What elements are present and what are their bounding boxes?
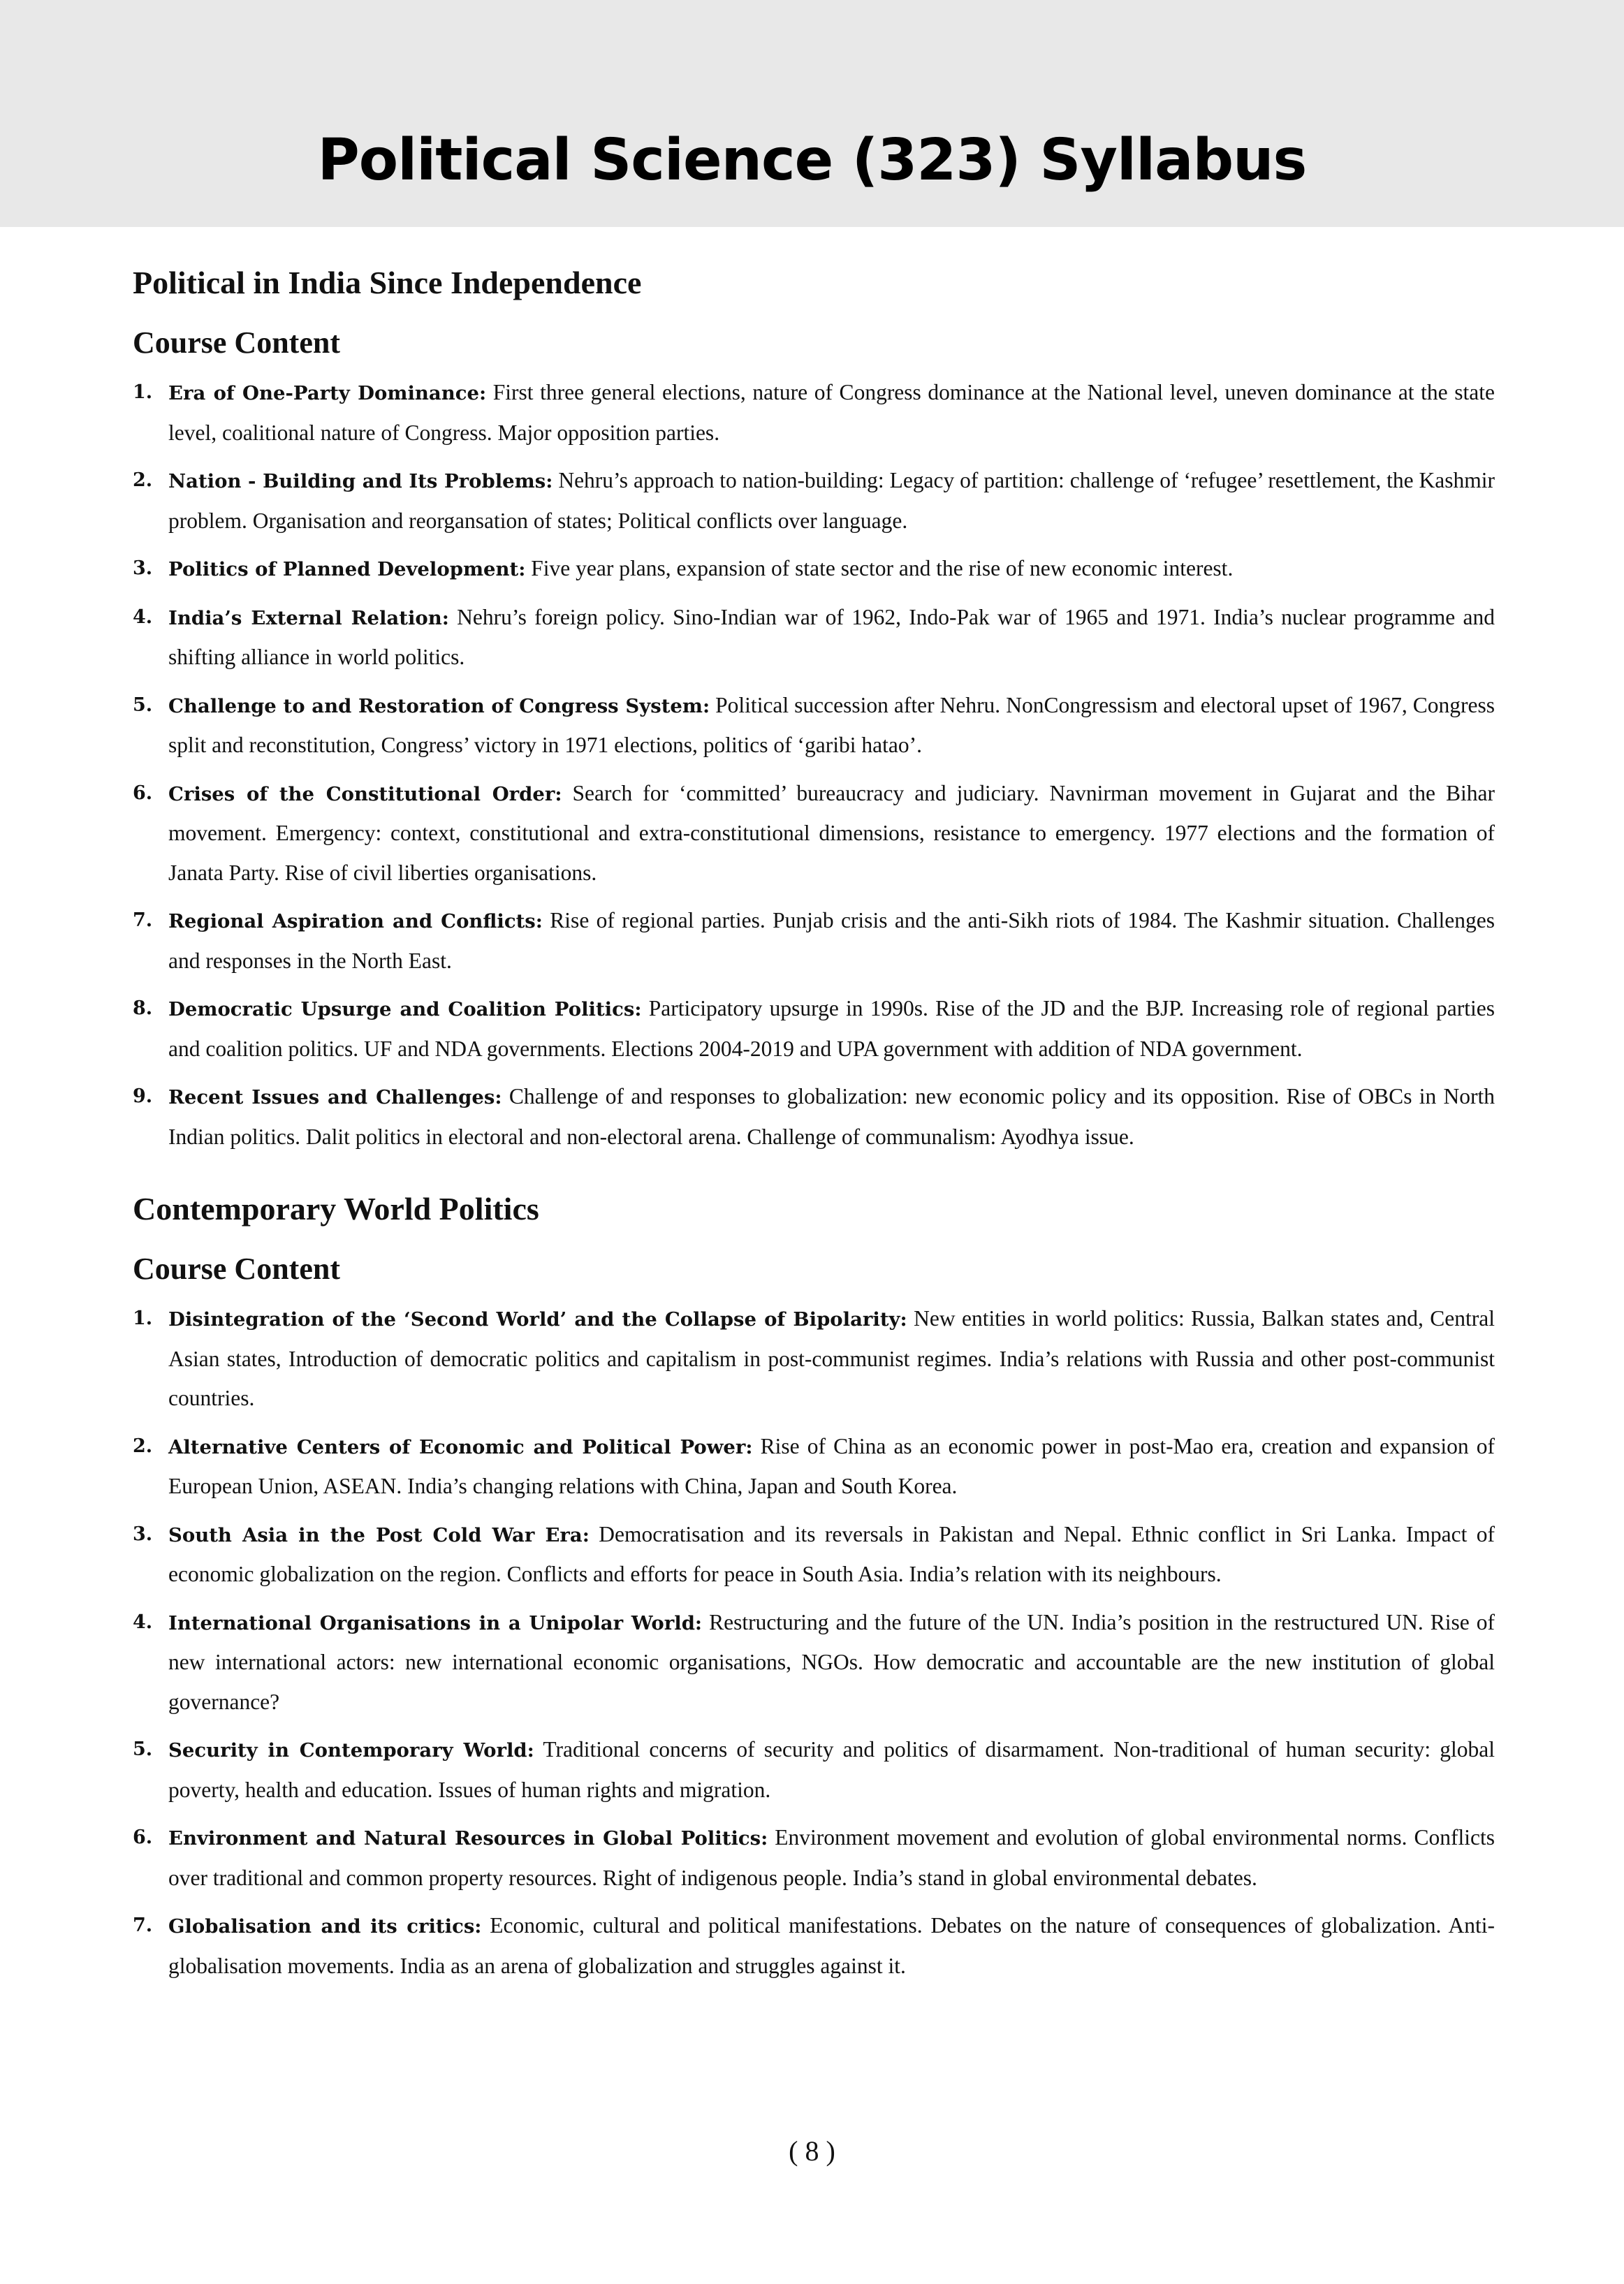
list-item	[133, 686, 1495, 766]
item-text: Challenge of and responses to globalization: new economic policy and its opposition. Rise of OBCs in North Indian politics. Dalit politics in electoral and non-electoral arena. Challenge of communalism: Ayodhya issue.	[168, 1084, 1495, 1149]
item-text: Economic, cultural and political manifestations. Debates on the nature of consequences of globalization. Anti-globalisation movements. India as an arena of globalization and struggles against it.	[168, 1913, 1495, 1978]
page-number: ( 8 )	[789, 2135, 835, 2167]
item-text: Rise of regional parties. Punjab crisis and the anti-Sikh riots of 1984. The Kashmir situation. Challenges and responses in the North East.	[168, 908, 1495, 973]
list-item	[133, 901, 1495, 981]
item-heading: Globalisation and its critics:	[168, 1915, 482, 1938]
list-item	[133, 1730, 1495, 1810]
item-heading: South Asia in the Post Cold War Era:	[168, 1523, 590, 1546]
item-text: Democratisation and its reversals in Pakistan and Nepal. Ethnic conflict in Sri Lanka. Impact of economic globalization on the region. Conflicts and efforts for peace in South Asia. India’s relation with its neighbours.	[168, 1521, 1495, 1586]
list-item	[133, 1515, 1495, 1595]
item-text: Rise of China as an economic power in post-Mao era, creation and expansion of European Union, ASEAN. India’s changing relations with China, Japan and South Korea.	[168, 1433, 1495, 1498]
list-item	[133, 1299, 1495, 1419]
list-item	[133, 989, 1495, 1069]
item-number: 6.	[133, 1827, 153, 1848]
section-title: Contemporary World Politics	[133, 1191, 539, 1227]
item-number: 2.	[133, 469, 153, 491]
item-heading: Regional Aspiration and Conflicts:	[168, 910, 543, 932]
item-heading: Politics of Planned Development:	[168, 558, 526, 580]
section-title: Political in India Since Independence	[133, 265, 642, 300]
list-item	[133, 598, 1495, 678]
item-heading: India’s External Relation:	[168, 606, 449, 629]
item-heading: Security in Contemporary World:	[168, 1739, 534, 1762]
item-text: First three general elections, nature of Congress dominance at the National level, uneven dominance at the state level, coalitional nature of Congress. Major opposition parties.	[168, 380, 1495, 445]
item-heading: Era of One-Party Dominance:	[168, 382, 487, 404]
list-item	[133, 373, 1495, 453]
item-number: 7.	[133, 909, 153, 931]
item-text: Restructuring and the future of the UN. India’s position in the restructured UN. Rise of new international actors: new international economic organisations, NGOs. How democratic and accountable are the new institution of global governance?	[168, 1609, 1495, 1714]
list-item	[133, 1077, 1495, 1157]
item-text: Search for ‘committed’ bureaucracy and judiciary. Navnirman movement in Gujarat and the Bihar movement. Emergency: context, constitutional and extra-constitutional dimensions, resistance to emergency. 1977 elections and the formation of Janata Party. Rise of civil liberties organisations.	[168, 780, 1495, 885]
list-item	[133, 1427, 1495, 1507]
item-text: New entities in world politics: Russia, Balkan states and, Central Asian states, Introduction of democratic politics and capitalism in post-communist regimes. India’s relations with Russia and other post-communist countries.	[168, 1306, 1495, 1410]
item-heading: Challenge to and Restoration of Congress System:	[168, 694, 710, 717]
item-heading: International Organisations in a Unipolar World:	[168, 1611, 703, 1634]
item-heading: Democratic Upsurge and Coalition Politics:	[168, 998, 642, 1020]
item-heading: Disintegration of the ‘Second World’ and the Collapse of Bipolarity:	[168, 1308, 907, 1331]
item-number: 9.	[133, 1085, 153, 1107]
item-number: 2.	[133, 1435, 153, 1457]
item-number: 1.	[133, 1308, 153, 1329]
list-item	[133, 461, 1495, 541]
item-number: 5.	[133, 694, 153, 716]
page-title: Political Science (323) Syllabus	[317, 127, 1307, 193]
item-text: Participatory upsurge in 1990s. Rise of the JD and the BJP. Increasing role of regional parties and coalition politics. UF and NDA governments. Elections 2004-2019 and UPA government with addition of NDA government.	[168, 996, 1495, 1061]
item-heading: Crises of the Constitutional Order:	[168, 782, 562, 805]
item-text: Nehru’s foreign policy. Sino-Indian war of 1962, Indo-Pak war of 1965 and 1971. India’s nuclear programme and shifting alliance in world politics.	[168, 604, 1495, 669]
item-number: 1.	[133, 381, 153, 403]
item-text: Nehru’s approach to nation-building: Legacy of partition: challenge of ‘refugee’ resettlement, the Kashmir problem. Organisation and reorgansation of states; Political conflicts over language.	[168, 468, 1495, 533]
item-heading: Environment and Natural Resources in Global Politics:	[168, 1827, 768, 1850]
content	[133, 258, 1495, 1994]
item-number: 4.	[133, 1611, 153, 1633]
item-number: 5.	[133, 1738, 153, 1760]
item-text: Political succession after Nehru. NonCongressism and electoral upset of 1967, Congress split and reconstitution, Congress’ victory in 1971 elections, politics of ‘garibi hatao’.	[168, 692, 1495, 757]
item-text: Five year plans, expansion of state sector and the rise of new economic interest.	[525, 556, 1234, 580]
item-number: 3.	[133, 1523, 153, 1545]
item-text: Environment movement and evolution of global environmental norms. Conflicts over traditional and common property resources. Right of indigenous people. India’s stand in global environmental debates.	[168, 1825, 1495, 1890]
list-item	[133, 1906, 1495, 1986]
topic-list	[133, 373, 1495, 1157]
item-heading: Nation - Building and Its Problems:	[168, 470, 553, 492]
item-number: 8.	[133, 997, 153, 1019]
item-number: 3.	[133, 557, 153, 579]
item-number: 7.	[133, 1915, 153, 1936]
item-text: Traditional concerns of security and politics of disarmament. Non-traditional of human security: global poverty, health and education. Issues of human rights and migration.	[168, 1737, 1495, 1802]
list-item	[133, 1603, 1495, 1722]
subsection-title: Course Content	[133, 1252, 340, 1286]
topic-list	[133, 1299, 1495, 1986]
section-spacer	[133, 1165, 1495, 1185]
subsection-title: Course Content	[133, 325, 340, 360]
list-item	[133, 549, 1495, 590]
item-heading: Recent Issues and Challenges:	[168, 1086, 502, 1108]
list-item	[133, 774, 1495, 893]
list-item	[133, 1818, 1495, 1898]
item-heading: Alternative Centers of Economic and Political Power:	[168, 1435, 753, 1458]
item-number: 6.	[133, 782, 153, 804]
item-number: 4.	[133, 606, 153, 628]
